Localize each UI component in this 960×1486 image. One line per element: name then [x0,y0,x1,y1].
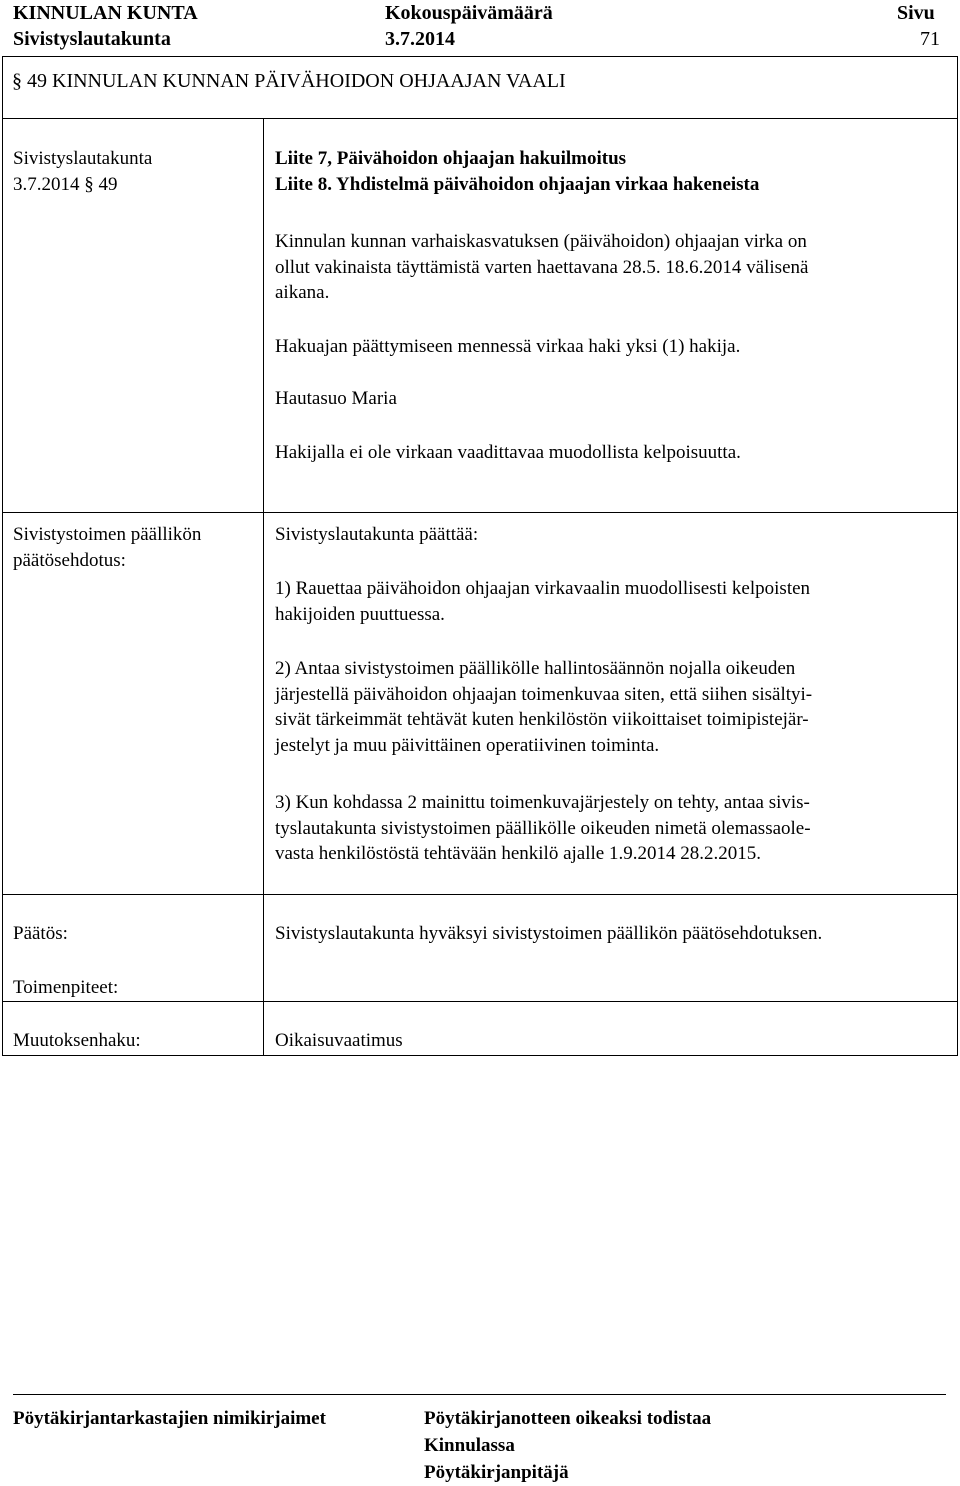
footer-certify: Pöytäkirjanotteen oikeaksi todistaa [424,1408,712,1429]
text-line: Hakijalla ei ole virkaan vaadittavaa muodollista kelpoisuutta. [275,442,741,463]
prep-paragraph [275,229,950,306]
footer-inspectors: Pöytäkirjantarkastajien nimikirjaimet [13,1408,326,1429]
footer-rule [13,1394,946,1395]
text-line: Sivistyslautakunta päättää: [275,524,479,545]
proposal-item [275,790,950,867]
text-line: aikana. [275,282,330,303]
text-line: hakijoiden puuttuessa. [275,603,445,625]
applicant-name [275,386,950,412]
text-line: tyslautakunta sivistystoimen päällikölle oikeuden nimetä olemassaole- [275,817,811,839]
text-line: 2) Antaa sivistystoimen päällikölle hallintosäännön nojalla oikeuden [275,658,796,679]
text-line: 3) Kun kohdassa 2 mainittu toimenkuvajärjestely on tehty, antaa sivis- [275,792,810,813]
text-line: jestelyt ja muu päivittäinen operatiivinen toiminta. [275,734,660,756]
board-name: Sivistyslautakunta [13,28,171,50]
meeting-date: 3.7.2014 [385,28,455,50]
proposal-rule [2,512,958,513]
text-line: järjestellä päivähoidon ohjaajan toimenkuvaa siten, että siihen sisältyi- [275,683,813,705]
text-line: Hakuajan päättymiseen mennessä virkaa haki yksi (1) hakija. [275,336,741,357]
actions-label: Toimenpiteet: [13,977,119,998]
footer-place: Kinnulassa [424,1435,515,1456]
text-line: sivät tärkeimmät tehtävät kuten henkilöstön viikoittaiset toimipistejär- [275,709,809,730]
text-line: ollut vakinaista täyttämistä varten haettavana 28.5. 18.6.2014 välisenä [275,256,809,278]
appeal-label: Muutoksenhaku: [13,1030,141,1051]
prep-paragraph [275,440,950,466]
prep-board: Sivistyslautakunta [13,148,153,169]
page-label: Sivu [897,2,935,24]
text-line: Kinnulan kunnan varhaiskasvatuksen (päivähoidon) ohjaajan virka on [275,231,807,252]
attachment-item: Liite 8. Yhdistelmä päivähoidon ohjaajan virkaa hakeneista [275,174,760,195]
municipality-name: KINNULAN KUNTA [13,2,198,24]
decision-label: Päätös: [13,923,68,944]
proposal-intro [275,522,950,548]
text-line: vasta henkilöstöstä tehtävään henkilö ajalle 1.9.2014 28.2.2015. [275,843,761,864]
decision-text: Sivistyslautakunta hyväksyi sivistystoimen päällikön päätösehdotuksen. [275,923,823,944]
appeal-text: Oikaisuvaatimus [275,1030,403,1051]
frame-left [2,56,3,1056]
decision-rule [2,894,958,895]
text-line: Hautasuo Maria [275,388,397,409]
meeting-date-label: Kokouspäivämäärä [385,2,553,24]
page-number: 71 [920,28,940,50]
frame-right [957,56,958,1056]
attachment-item: Liite 7, Päivähoidon ohjaajan hakuilmoitus [275,148,627,169]
prep-paragraph [275,334,950,360]
section-title: § 49 KINNULAN KUNNAN PÄIVÄHOIDON OHJAAJAN VAALI [12,70,566,92]
title-rule [2,118,958,119]
proposal-item [275,656,950,758]
footer-keeper: Pöytäkirjanpitäjä [424,1462,569,1483]
actions-rule [2,1001,958,1002]
proposal-item [275,576,950,627]
prep-reference: 3.7.2014 § 49 [13,174,118,195]
header-rule [2,56,958,57]
proposal-label: Sivistystoimen päällikön päätösehdotus: [13,524,202,571]
column-divider [263,118,264,1056]
bottom-rule [2,1055,958,1056]
text-line: 1) Rauettaa päivähoidon ohjaajan virkavaalin muodollisesti kelpoisten [275,578,811,599]
